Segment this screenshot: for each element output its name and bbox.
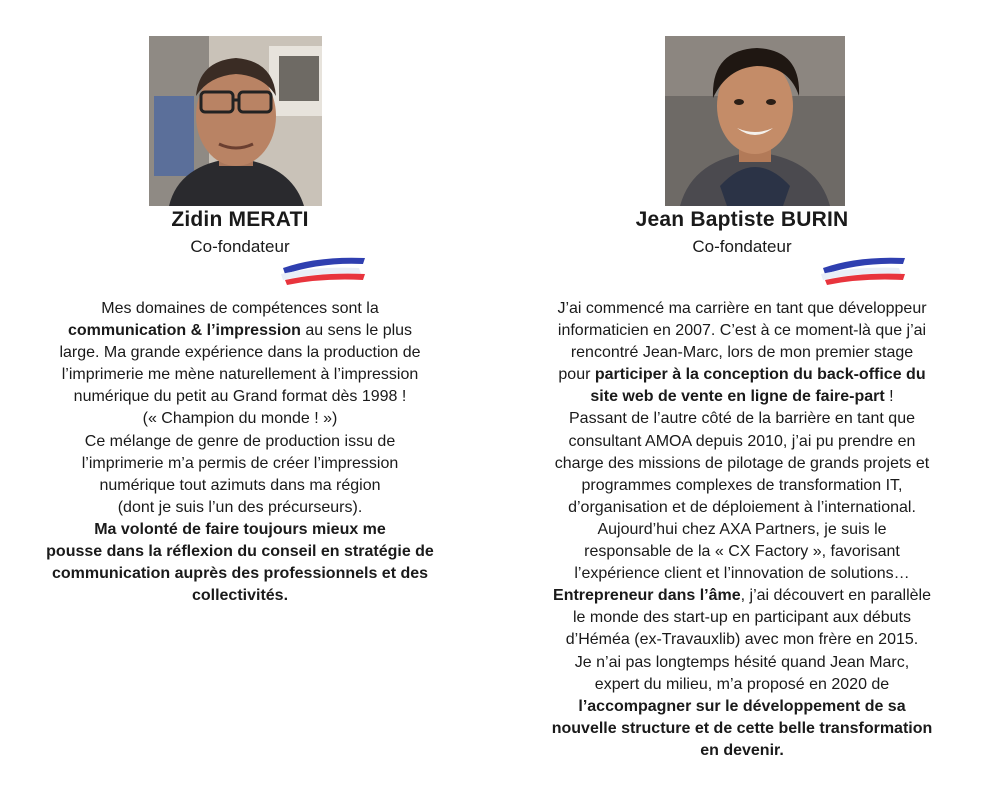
bio-text: d’Héméa (ex-Travauxlib) avec mon frère en 2015. bbox=[565, 631, 919, 649]
bio-line bbox=[532, 607, 952, 629]
bio-text: (« Champion du monde ! ») bbox=[142, 410, 338, 428]
bio-line bbox=[532, 629, 952, 651]
bio-line bbox=[40, 431, 440, 453]
bio-line bbox=[40, 563, 440, 585]
bio-text: informaticien en 2007. C’est à ce moment-là que j’ai bbox=[557, 322, 927, 340]
bio-line bbox=[532, 320, 952, 342]
bio-line bbox=[40, 585, 440, 607]
bio-text: Je n’ai pas longtemps hésité quand Jean Marc, bbox=[574, 653, 910, 671]
bio-text-bold: Entrepreneur dans l’âme bbox=[553, 587, 741, 605]
bio-line bbox=[532, 585, 952, 607]
bio-text: Ce mélange de genre de production issu de bbox=[84, 432, 396, 450]
bio-text: l’imprimerie me mène naturellement à l’impression bbox=[61, 366, 419, 384]
bio-text: d’organisation et de déploiement à l’international. bbox=[568, 498, 916, 516]
bio-text: charge des missions de pilotage de grands projets et bbox=[554, 454, 930, 472]
bio-text: Passant de l’autre côté de la barrière en tant que bbox=[569, 410, 915, 428]
bio-text: , j’ai découvert en parallèle bbox=[740, 587, 931, 605]
bio-line bbox=[40, 475, 440, 497]
bio-line bbox=[532, 408, 952, 430]
bio-line bbox=[532, 386, 952, 408]
bio-text-bold: communication & l’impression bbox=[67, 322, 301, 340]
bio-text: le monde des start-up en participant aux débuts bbox=[573, 609, 911, 627]
french-flag-brushstroke-icon bbox=[277, 252, 369, 288]
bio-text: expert du milieu, m’a proposé en 2020 de bbox=[594, 675, 890, 693]
bio-line bbox=[532, 652, 952, 674]
bio-line bbox=[40, 541, 440, 563]
bio-text-bold: collectivités. bbox=[191, 587, 289, 605]
member-name: Jean Baptiste BURIN bbox=[635, 208, 849, 231]
bio-text: Aujourd’hui chez AXA Partners, je suis le bbox=[597, 520, 887, 538]
bio-line bbox=[40, 320, 440, 342]
bio-line bbox=[532, 740, 952, 762]
bio-line bbox=[40, 298, 440, 320]
bio-line bbox=[532, 541, 952, 563]
bio-line bbox=[532, 364, 952, 386]
bio-text: J’ai commencé ma carrière en tant que développeur bbox=[557, 300, 927, 317]
bio-line bbox=[532, 431, 952, 453]
bio-line bbox=[532, 453, 952, 475]
bio-text: ! bbox=[884, 388, 894, 406]
bio-text: au sens le plus bbox=[300, 322, 413, 340]
bio-line bbox=[40, 408, 440, 430]
bio-text: numérique du petit au Grand format dès 1998 ! bbox=[73, 388, 407, 406]
member-bio bbox=[40, 298, 440, 607]
portrait-image bbox=[149, 36, 322, 206]
bio-text-bold: nouvelle structure et de cette belle transformation bbox=[551, 719, 933, 737]
bio-line bbox=[40, 453, 440, 475]
member-role: Co-fondateur bbox=[190, 237, 290, 256]
bio-line bbox=[40, 364, 440, 386]
bio-text: Mes domaines de compétences sont la bbox=[101, 300, 379, 317]
bio-line bbox=[532, 342, 952, 364]
bio-text: large. Ma grande expérience dans la production de bbox=[59, 344, 421, 362]
bio-text-bold: site web de vente en ligne de faire-part bbox=[590, 388, 885, 406]
bio-line bbox=[40, 497, 440, 519]
french-flag-brushstroke-icon bbox=[817, 252, 909, 288]
member-role: Co-fondateur bbox=[692, 237, 792, 256]
bio-line bbox=[532, 563, 952, 585]
bio-text: programmes complexes de transformation IT, bbox=[581, 476, 903, 494]
bio-text-bold: l’accompagner sur le développement de sa bbox=[578, 697, 906, 715]
bio-line bbox=[532, 298, 952, 320]
bio-line bbox=[532, 674, 952, 696]
bio-text-bold: participer à la conception du back-office du bbox=[594, 366, 926, 384]
bio-text: responsable de la « CX Factory », favorisant bbox=[584, 543, 900, 561]
bio-text-bold: en devenir. bbox=[700, 741, 784, 759]
member-name: Zidin MERATI bbox=[171, 208, 309, 231]
bio-text-bold: Ma volonté de faire toujours mieux me bbox=[94, 520, 386, 538]
bio-line bbox=[532, 475, 952, 497]
bio-line bbox=[40, 342, 440, 364]
bio-line bbox=[532, 696, 952, 718]
member-bio bbox=[532, 298, 952, 762]
bio-line bbox=[532, 519, 952, 541]
bio-line bbox=[40, 386, 440, 408]
bio-text: l’imprimerie m’a permis de créer l’impression bbox=[81, 454, 399, 472]
portrait-image bbox=[665, 36, 845, 206]
bio-line bbox=[532, 718, 952, 740]
bio-text: rencontré Jean-Marc, lors de mon premier stage bbox=[570, 344, 914, 362]
bio-text: pour bbox=[558, 366, 595, 384]
bio-text: (dont je suis l’un des précurseurs). bbox=[117, 498, 363, 516]
bio-text-bold: pousse dans la réflexion du conseil en stratégie de bbox=[46, 543, 434, 561]
member-photo-burin bbox=[665, 36, 845, 206]
bio-text-bold: communication auprès des professionnels et des bbox=[51, 565, 429, 583]
bio-line bbox=[40, 519, 440, 541]
bio-text: numérique tout azimuts dans ma région bbox=[99, 476, 381, 494]
member-photo-merati bbox=[149, 36, 322, 206]
bio-line bbox=[532, 497, 952, 519]
bio-text: consultant AMOA depuis 2010, j’ai pu prendre en bbox=[568, 432, 916, 450]
bio-text: l’expérience client et l’innovation de solutions… bbox=[574, 565, 910, 583]
